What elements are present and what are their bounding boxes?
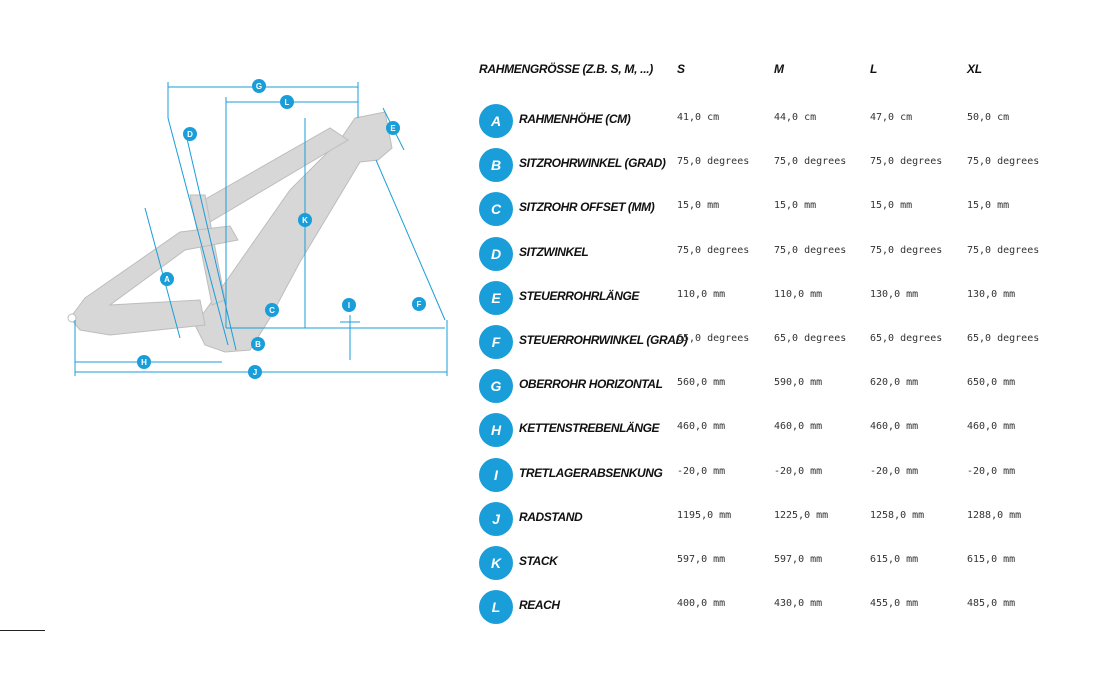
- table-row: [479, 408, 1099, 452]
- row-label: STEUERROHRLÄNGE: [519, 288, 640, 303]
- svg-text:D: D: [187, 130, 193, 139]
- row-value: 400,0 mm: [677, 598, 726, 610]
- row-value: 430,0 mm: [774, 598, 823, 610]
- row-value: 110,0 mm: [774, 288, 823, 300]
- table-row: [479, 276, 1099, 320]
- row-value: 110,0 mm: [677, 288, 726, 300]
- row-value: 615,0 mm: [967, 554, 1016, 565]
- row-letter-badge: D: [479, 237, 513, 271]
- row-value: 75,0 degrees: [967, 244, 1040, 256]
- row-value: 75,0 degrees: [677, 244, 750, 256]
- table-row: [479, 187, 1099, 231]
- svg-text:A: A: [164, 275, 170, 284]
- marker-k: [298, 213, 312, 227]
- row-letter-badge: B: [479, 148, 513, 182]
- size-header-l: L: [870, 62, 878, 76]
- svg-text:G: G: [255, 82, 263, 91]
- marker-g: [252, 79, 266, 93]
- marker-j: [248, 365, 262, 379]
- row-label: STEUERROHRWINKEL (GRAD): [519, 333, 688, 347]
- row-value: 47,0 cm: [870, 112, 913, 123]
- row-label: SITZWINKEL: [519, 244, 589, 259]
- row-value: 455,0 mm: [870, 598, 919, 610]
- row-value: 75,0 degrees: [967, 156, 1040, 168]
- marker-c: [265, 303, 279, 317]
- table-row: [479, 364, 1099, 408]
- table-row: [479, 143, 1099, 187]
- row-value: 597,0 mm: [677, 554, 726, 565]
- marker-d: [183, 127, 197, 141]
- row-value: 75,0 degrees: [870, 156, 943, 168]
- row-letter-badge: I: [479, 458, 513, 492]
- size-header-m: M: [774, 62, 784, 76]
- row-letter-badge: A: [479, 104, 513, 138]
- row-label: RAHMENHÖHE (CM): [519, 112, 631, 126]
- table-row: [479, 541, 1099, 585]
- row-letter-badge: K: [479, 546, 513, 580]
- row-value: 560,0 mm: [677, 377, 726, 389]
- row-value: 75,0 degrees: [677, 156, 750, 168]
- row-value: 15,0 mm: [774, 200, 817, 212]
- row-value: 15,0 mm: [677, 200, 720, 212]
- row-value: 65,0 degrees: [677, 333, 750, 344]
- row-label: KETTENSTREBENLÄNGE: [519, 421, 660, 436]
- row-label: RADSTAND: [519, 509, 583, 524]
- row-label: REACH: [519, 598, 560, 613]
- bike-frame-silhouette: [68, 112, 392, 352]
- row-value: -20,0 mm: [677, 465, 726, 477]
- svg-text:E: E: [390, 124, 396, 133]
- row-letter-badge: C: [479, 192, 513, 226]
- svg-text:C: C: [269, 306, 275, 315]
- row-letter-badge: E: [479, 281, 513, 315]
- marker-h: [137, 355, 151, 369]
- row-letter-badge: J: [479, 502, 513, 536]
- row-value: 75,0 degrees: [870, 244, 943, 256]
- row-value: 65,0 degrees: [967, 333, 1040, 344]
- row-value: 15,0 mm: [967, 200, 1010, 212]
- row-value: 620,0 mm: [870, 377, 919, 389]
- row-value: 1258,0 mm: [870, 509, 925, 521]
- row-value: 1225,0 mm: [774, 509, 829, 521]
- row-letter-badge: L: [479, 590, 513, 624]
- row-value: 460,0 mm: [870, 421, 919, 433]
- row-value: 44,0 cm: [774, 112, 817, 123]
- frame-geometry-diagram: [0, 0, 470, 400]
- marker-e: [386, 121, 400, 135]
- svg-text:L: L: [284, 98, 290, 107]
- row-value: 75,0 degrees: [774, 156, 847, 168]
- row-value: -20,0 mm: [774, 465, 823, 477]
- row-label: SITZROHRWINKEL (GRAD): [519, 156, 666, 171]
- row-value: 460,0 mm: [774, 421, 823, 433]
- table-row: [479, 585, 1099, 629]
- row-value: 75,0 degrees: [774, 244, 847, 256]
- table-row: [479, 232, 1099, 276]
- row-letter-badge: F: [479, 325, 513, 359]
- marker-b: [251, 337, 265, 351]
- row-value: -20,0 mm: [870, 465, 919, 477]
- row-value: 65,0 degrees: [870, 333, 943, 344]
- row-value: -20,0 mm: [967, 465, 1016, 477]
- row-label: SITZROHR OFFSET (MM): [519, 200, 655, 215]
- marker-l: [280, 95, 294, 109]
- svg-text:I: I: [347, 301, 351, 310]
- row-value: 41,0 cm: [677, 112, 720, 123]
- svg-text:K: K: [302, 216, 308, 225]
- table-row: [479, 320, 1099, 364]
- row-letter-badge: G: [479, 369, 513, 403]
- row-value: 1195,0 mm: [677, 509, 732, 521]
- divider: [0, 630, 45, 631]
- row-value: 15,0 mm: [870, 200, 913, 212]
- row-value: 50,0 cm: [967, 112, 1010, 123]
- size-column-label: RAHMENGRÖSSE (Z.B. S, M, ...): [479, 62, 653, 76]
- svg-text:B: B: [255, 340, 261, 349]
- marker-a: [160, 272, 174, 286]
- marker-i: [342, 298, 356, 312]
- row-value: 597,0 mm: [774, 554, 823, 565]
- row-value: 130,0 mm: [967, 288, 1016, 300]
- row-label: TRETLAGERABSENKUNG: [519, 465, 663, 480]
- svg-text:J: J: [252, 368, 258, 377]
- row-value: 460,0 mm: [967, 421, 1016, 433]
- row-value: 460,0 mm: [677, 421, 726, 433]
- table-row: [479, 497, 1099, 541]
- row-value: 485,0 mm: [967, 598, 1016, 610]
- size-header-s: S: [677, 62, 685, 76]
- table-row: [479, 453, 1099, 497]
- row-value: 615,0 mm: [870, 554, 919, 565]
- row-value: 65,0 degrees: [774, 333, 847, 344]
- svg-text:F: F: [416, 300, 422, 309]
- row-label: STACK: [519, 554, 558, 568]
- row-value: 1288,0 mm: [967, 509, 1022, 521]
- row-label: OBERROHR HORIZONTAL: [519, 377, 663, 392]
- row-letter-badge: H: [479, 413, 513, 447]
- row-value: 650,0 mm: [967, 377, 1016, 389]
- table-row: [479, 99, 1099, 143]
- row-value: 590,0 mm: [774, 377, 823, 389]
- marker-f: [412, 297, 426, 311]
- row-value: 130,0 mm: [870, 288, 919, 300]
- size-header-xl: XL: [967, 62, 982, 76]
- svg-text:H: H: [141, 358, 147, 367]
